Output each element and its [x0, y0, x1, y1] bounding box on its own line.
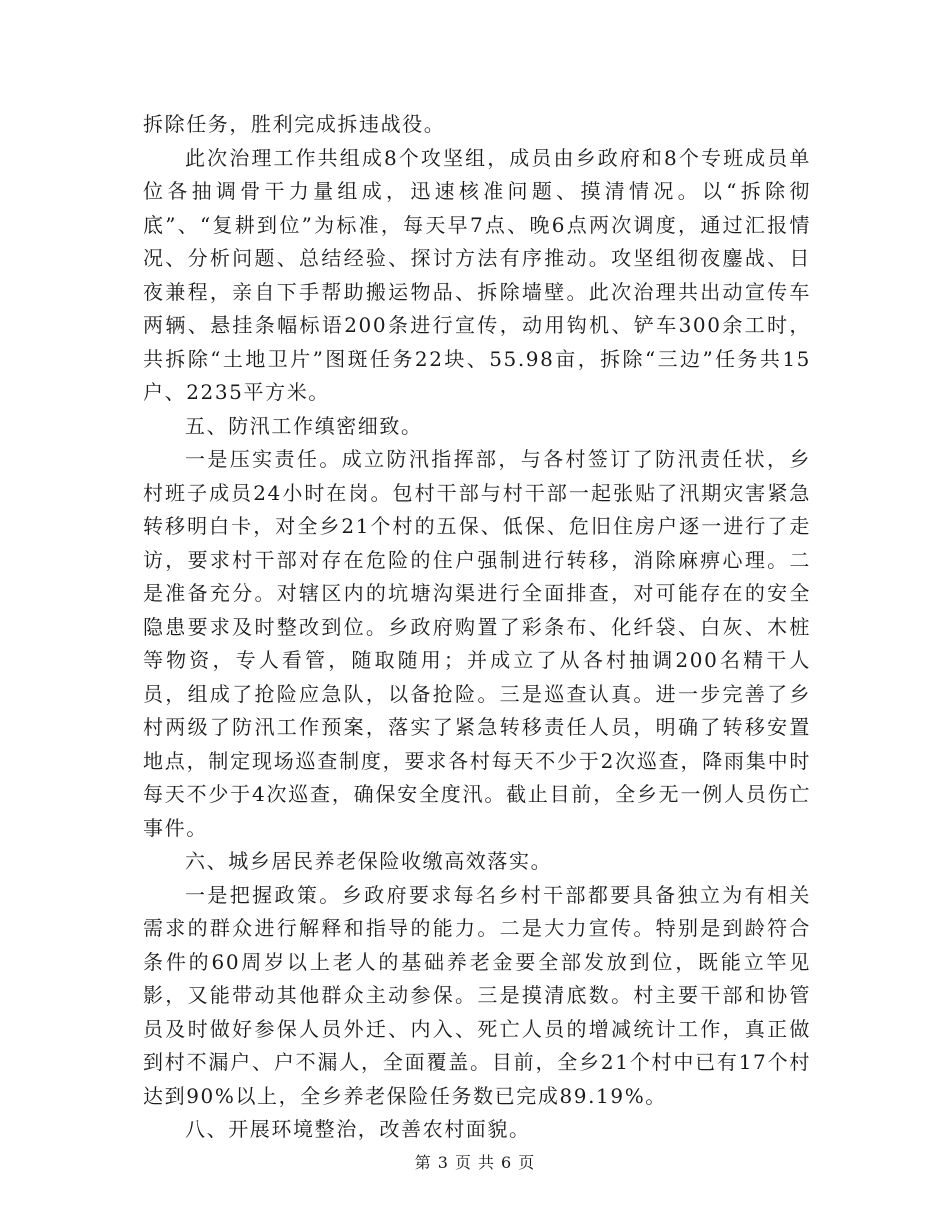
- page-footer: [0, 1150, 950, 1173]
- footer-word-ye-2: 页: [518, 1153, 536, 1172]
- footer-word-gong: 共: [478, 1153, 496, 1172]
- footer-total-pages: 6: [501, 1153, 513, 1172]
- document-body: [143, 108, 811, 1147]
- section-heading-pension-insurance: 六、城乡居民养老保险收缴高效落实。: [185, 849, 553, 873]
- paragraph-demolition-summary: 此次治理工作共组成8个攻坚组，成员由乡政府和8个专班成员单位各抽调骨干力量组成，迅速核准问题、摸清情况。以“拆除彻底”、“复耕到位”为标准，每天早7点、晚6点两次调度，通过汇报情况、分析问题、总结经验、探讨方法有序推动。攻坚组彻夜鏖战、日夜兼程，亲自下手帮助搬运物品、拆除墙壁。此次治理共出动宣传车两辆、悬挂条幅标语200条进行宣传，动用钩机、铲车300余工时，共拆除“土地卫片”图斑任务22块、55.98亩，拆除“三边”任务共15户、2235平方米。: [143, 145, 811, 404]
- section-heading-environment: 八、开展环境整治，改善农村面貌。: [185, 1117, 531, 1141]
- paragraph-pension-insurance: 一是把握政策。乡政府要求每名乡村干部都要具备独立为有相关需求的群众进行解释和指导的能力。二是大力宣传。特别是到龄符合条件的60周岁以上老人的基础养老金要全部发放到位，既能立竿见影，又能带动其他群众主动参保。三是摸清底数。村主要干部和协管员及时做好参保人员外迁、内入、死亡人员的增减统计工作，真正做到村不漏户、户不漏人，全面覆盖。目前，全乡21个村中已有17个村达到90%以上，全乡养老保险任务数已完成89.19%。: [143, 882, 811, 1108]
- section-heading-flood-control: 五、防汛工作缜密细致。: [185, 413, 423, 438]
- footer-current-page: 3: [437, 1153, 449, 1172]
- paragraph-continuation: 拆除任务，胜利完成拆违战役。: [143, 112, 446, 136]
- footer-word-di: 第: [414, 1153, 432, 1172]
- footer-word-ye: 页: [454, 1153, 472, 1172]
- paragraph-flood-control: 一是压实责任。成立防汛指挥部，与各村签订了防汛责任状，乡村班子成员24小时在岗。包村干部与村干部一起张贴了汛期灾害紧急转移明白卡，对全乡21个村的五保、低保、危旧住房户逐一进行了走访，要求村干部对存在危险的住户强制进行转移，消除麻痹心理。二是准备充分。对辖区内的坑塘沟渠进行全面排查，对可能存在的安全隐患要求及时整改到位。乡政府购置了彩条布、化纤袋、白灰、木桩等物资，专人看管，随取随用；并成立了从各村抽调200名精干人员，组成了抢险应急队，以备抢险。三是巡查认真。进一步完善了乡村两级了防汛工作预案，落实了紧急转移责任人员，明确了转移安置地点，制定现场巡查制度，要求各村每天不少于2次巡查，降雨集中时每天不少于4次巡查，确保安全度汛。截止目前，全乡无一例人员伤亡事件。: [143, 447, 811, 840]
